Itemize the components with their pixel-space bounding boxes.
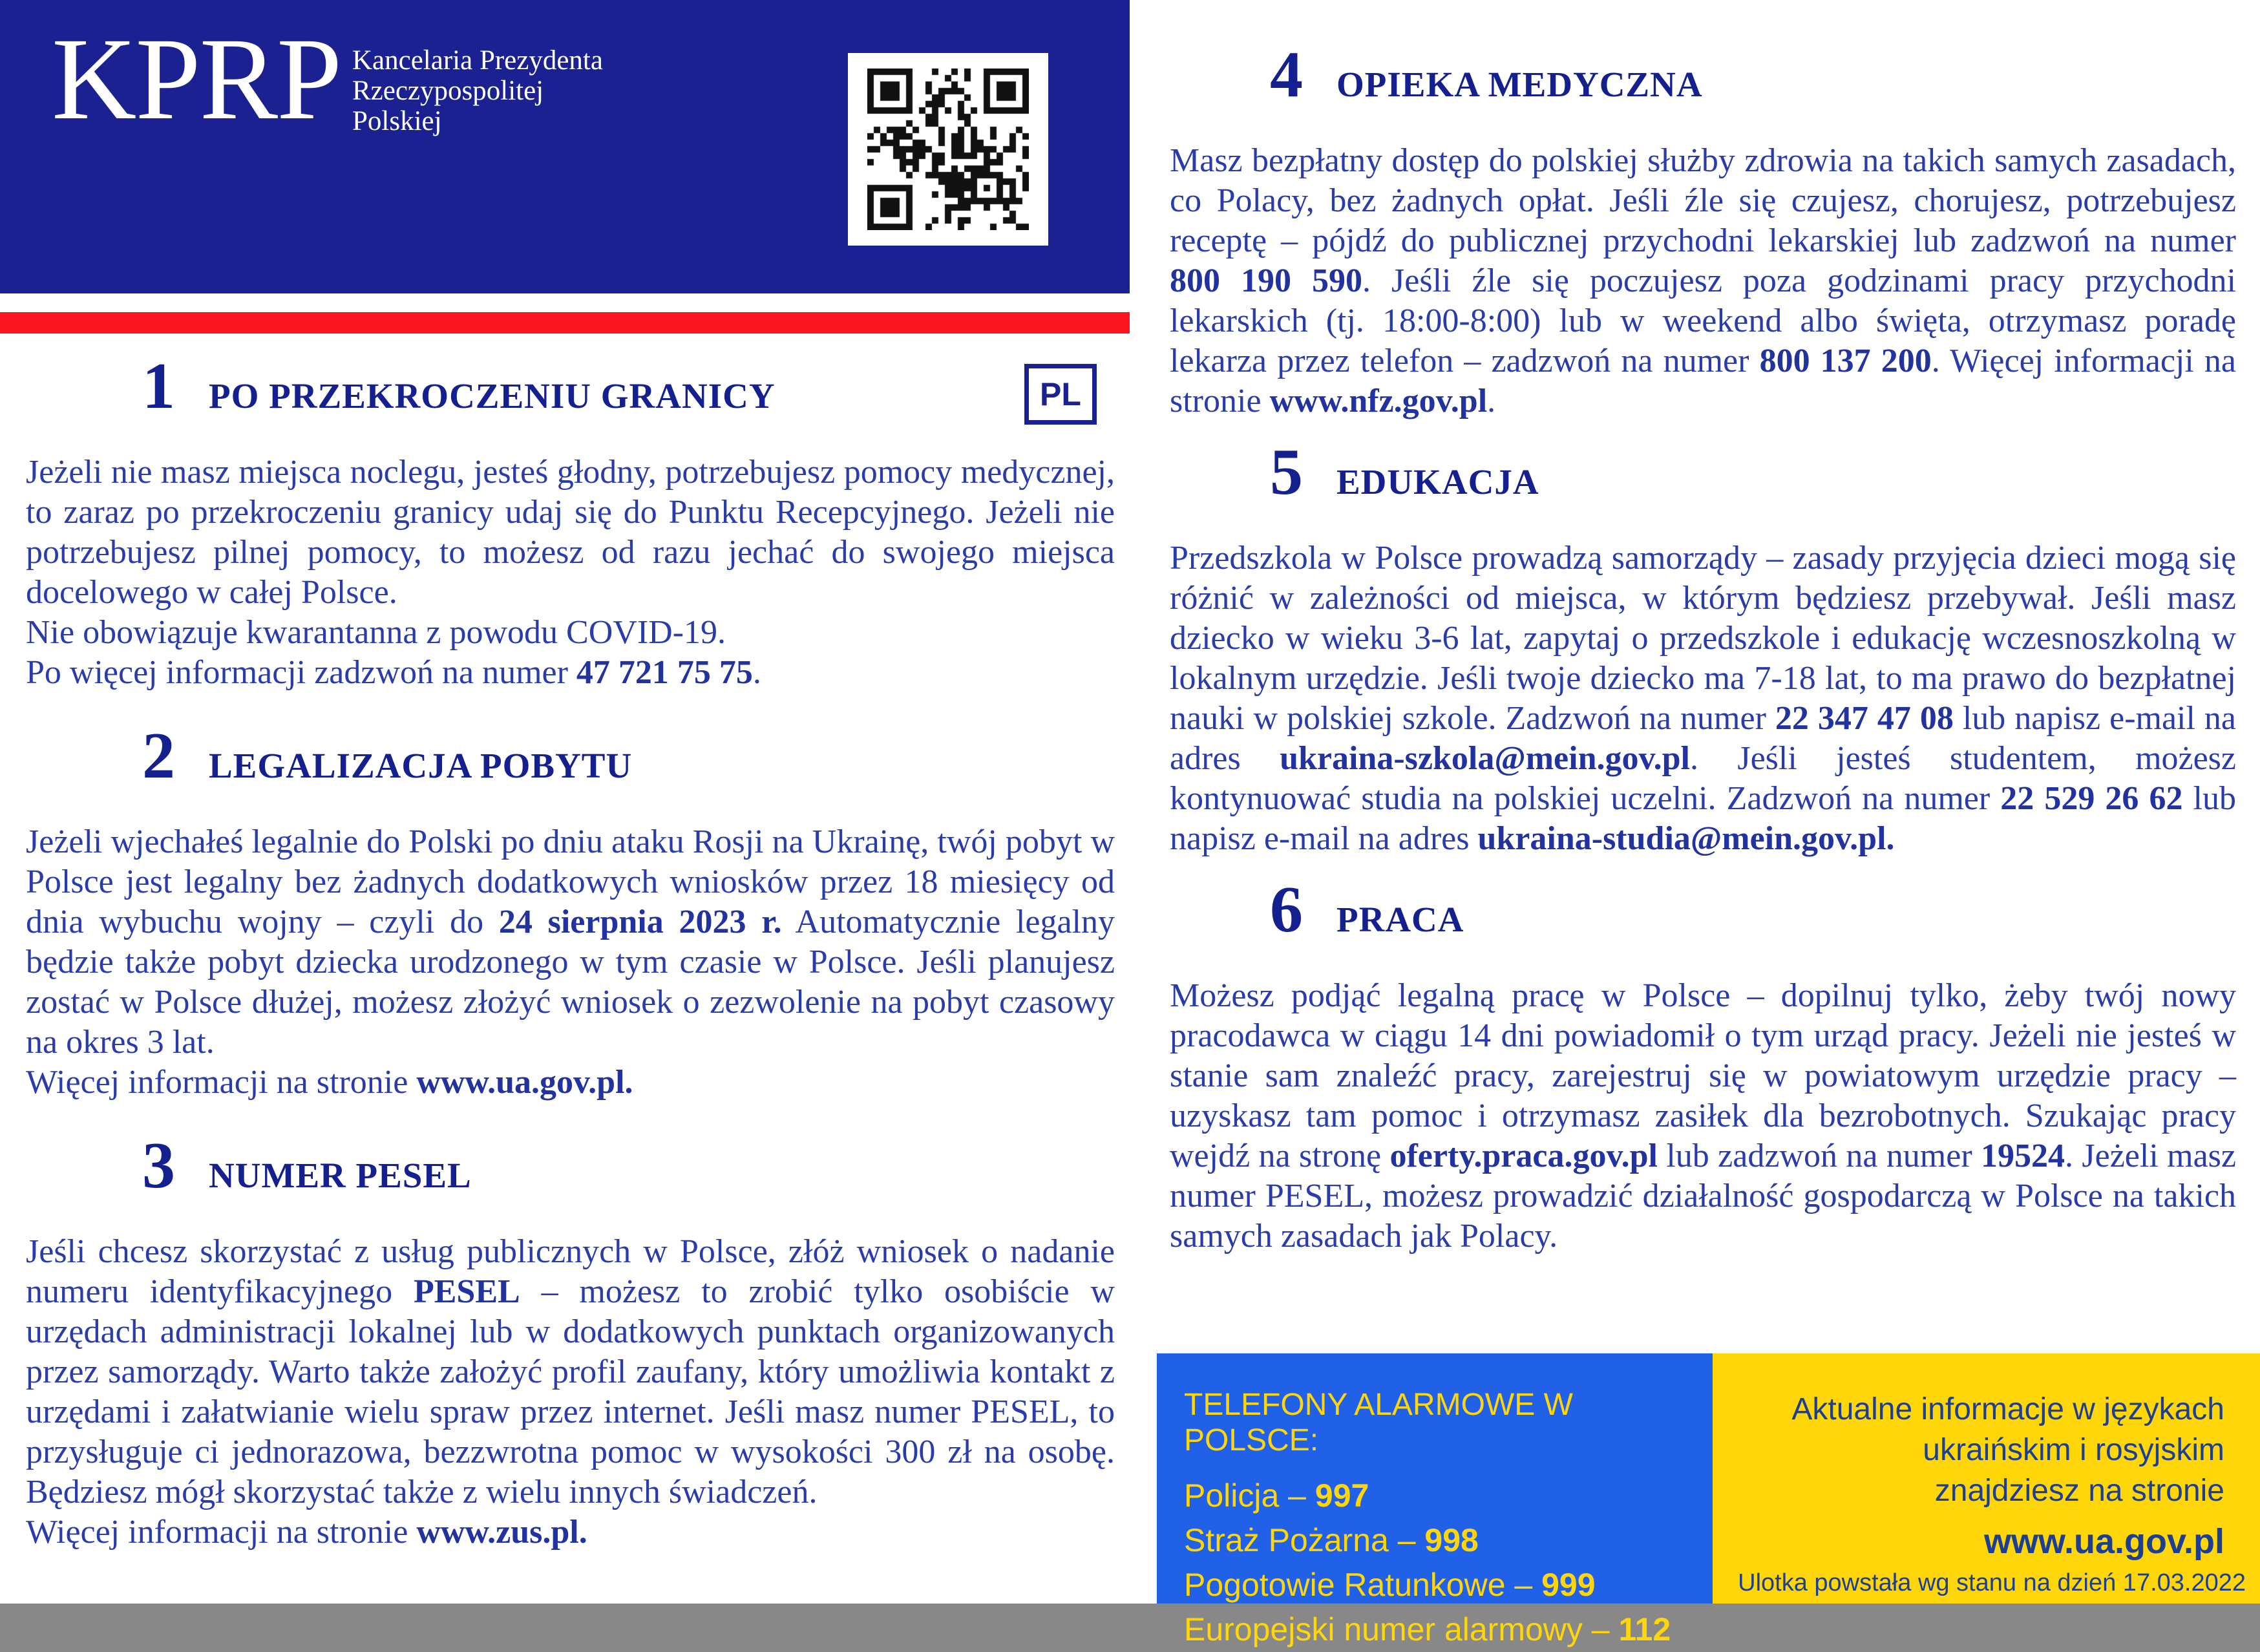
- paragraph: [26, 452, 1115, 613]
- section-number: 2: [142, 719, 175, 792]
- section-4: [1170, 38, 2237, 421]
- text-segment: Więcej informacji na stronie: [26, 1514, 417, 1551]
- section-body: [1170, 976, 2236, 1256]
- section-3: [26, 1129, 1115, 1552]
- bold-text-segment: 24 sierpnia 2023 r.: [498, 904, 782, 940]
- footnote: Ulotka powstała wg stanu na dzień 17.03.2022: [1738, 1569, 2246, 1596]
- text-segment: Jeśli chcesz skorzystać z usług publicznych w Polsce, złóż wniosek o nadanie numeru identyfikacyjnego: [26, 1233, 1115, 1310]
- section-number: 1: [142, 350, 175, 423]
- section-1: [26, 352, 1115, 693]
- bold-text-segment: 800 137 200: [1759, 343, 1932, 379]
- section-heading: [1170, 38, 2236, 111]
- section-heading: [1170, 873, 2236, 946]
- text-segment: Automatycznie legalny będzie także pobyt dziecka urodzonego w tym czasie w Polsce. Jeśli planujesz zostać w Polsce dłużej, możesz złożyć wniosek o zezwolenie na pobyt czasowy na okres 3 lat.: [26, 904, 1115, 1061]
- text-segment: Jeżeli wjechałeś legalnie do Polski po dniu ataku Rosji na Ukrainę, twój pobyt w Polsce jest legalny bez żadnych dodatkowych wniosków przez 18 miesięcy od dnia wybuchu wojny – czyli do: [26, 823, 1115, 940]
- section-title: PRACA: [1336, 900, 1464, 939]
- info-line: ukraińskim i rosyjskim: [1923, 1433, 2224, 1467]
- text-segment: Przedszkola w Polsce prowadzą samorządy – zasady przyjęcia dzieci mogą się różnić w zależności od miejsca, w którym będziesz przebywał. Jeśli masz dziecko w wieku 3-6 lat, zapytaj o przedszkole i edukację wczesnoszkolną w lokalnym urzędzie. Jeśli twoje dziecko ma 7-18 lat, to ma prawo do bezpłatnej nauki w polskiej szkole. Zadzwoń na numer: [1170, 540, 2236, 737]
- text-segment: Pogotowie Ratunkowe –: [1184, 1567, 1542, 1603]
- section-2: [26, 719, 1115, 1103]
- bold-text-segment: 22 347 47 08: [1775, 700, 1954, 737]
- org-name-line: Kancelaria Prezydenta: [352, 45, 603, 76]
- section-body: [1170, 538, 2236, 859]
- emergency-item: [1184, 1474, 1713, 1518]
- bold-text-segment: 800 190 590: [1170, 262, 1363, 299]
- text-segment: . Więcej informacji na stronie: [1170, 343, 2237, 419]
- bold-text-segment: 999: [1541, 1567, 1596, 1603]
- section-title: PO PRZEKROCZENIU GRANICY: [209, 376, 776, 416]
- bold-text-segment: www.ua.gov.pl.: [416, 1064, 633, 1101]
- text-segment: Możesz podjąć legalną pracę w Polsce – dopilnuj tylko, żeby twój nowy pracodawca w ciągu 14 dni powiadomił o tym urząd pracy. Jeżeli nie jesteś w stanie sam znaleźć pracy, zarejestruj się w powiatowym urzędzie pracy – uzyskasz tam pomoc i otrzymasz zasiłek dla bezrobotnych. Szukając pracy wejdź na stronę: [1170, 977, 2236, 1174]
- section-6: [1170, 873, 2236, 1256]
- paragraph: [1170, 976, 2236, 1256]
- section-heading: [1170, 436, 2236, 509]
- text-segment: . Jeżeli masz numer PESEL, możesz prowadzić działalność gospodarczą w Polsce na takich samych zasadach jak Polacy.: [1170, 1138, 2236, 1255]
- section-body: [1170, 141, 2236, 421]
- bold-text-segment: ukraina-szkola@mein.gov.pl: [1280, 740, 1690, 777]
- paragraph: [26, 1512, 1115, 1552]
- text-segment: Europejski numer alarmowy –: [1184, 1611, 1619, 1647]
- emergency-title: TELEFONY ALARMOWE W POLSCE:: [1184, 1388, 1573, 1457]
- bold-text-segment: 19524: [1981, 1138, 2065, 1174]
- paragraph: [26, 1232, 1115, 1512]
- text-segment: Nie obowiązuje kwarantanna z powodu COVID-19.: [26, 614, 726, 651]
- section-number: 3: [142, 1129, 175, 1202]
- text-segment: .: [1487, 383, 1496, 419]
- bold-text-segment: www.zus.pl.: [416, 1514, 587, 1551]
- text-segment: Więcej informacji na stronie: [26, 1064, 417, 1101]
- bold-text-segment: 998: [1424, 1522, 1479, 1558]
- section-5: [1170, 438, 2236, 859]
- info-box: [1713, 1353, 2260, 1604]
- text-segment: Jeżeli nie masz miejsca noclegu, jesteś głodny, potrzebujesz pomocy medycznej, to zaraz po przekroczeniu granicy udaj się do Punktu Recepcyjnego. Jeżeli nie potrzebujesz pilnej pomocy, to możesz od razu jechać do swojego miejsca docelowego w całej Polsce.: [26, 454, 1115, 611]
- emergency-item: [1184, 1607, 1713, 1652]
- section-title: EDUKACJA: [1336, 462, 1539, 502]
- text-segment: . Jeśli źle się poczujesz poza godzinami pracy przychodni lekarskich (tj. 18:00-8:00) lub w weekend albo święta, otrzymasz poradę lekarza przez telefon – zadzwoń na numer: [1170, 262, 2237, 379]
- section-heading: [26, 350, 1115, 423]
- section-title: LEGALIZACJA POBYTU: [209, 746, 633, 785]
- info-lines: [1713, 1389, 2224, 1511]
- section-body: [26, 1232, 1115, 1552]
- paragraph: [26, 822, 1115, 1063]
- text-segment: lub napisz e-mail na adres: [1170, 700, 2236, 777]
- text-segment: Po więcej informacji zadzwoń na numer: [26, 654, 576, 691]
- org-name-line: Polskiej: [352, 106, 442, 136]
- section-title: NUMER PESEL: [209, 1156, 472, 1195]
- paragraph: [26, 1063, 1115, 1103]
- paragraph: [1170, 141, 2236, 421]
- info-line: Aktualne informacje w językach: [1791, 1392, 2224, 1426]
- bold-text-segment: 22 529 26 62: [2000, 780, 2183, 817]
- info-line: znajdziesz na stronie: [1934, 1474, 2224, 1508]
- emergency-item: [1184, 1518, 1713, 1563]
- emergency-item: [1184, 1563, 1713, 1607]
- text-segment: . Jeśli jesteś studentem, możesz kontynuować studia na polskiej uczelni. Zadzwoń na numer: [1170, 740, 2236, 817]
- section-number: 4: [1270, 38, 1303, 111]
- section-body: [26, 822, 1115, 1103]
- text-segment: lub napisz e-mail na adres: [1170, 780, 2237, 857]
- section-heading: [26, 1129, 1115, 1202]
- emergency-list: [1184, 1474, 1713, 1652]
- bold-text-segment: PESEL: [413, 1273, 520, 1310]
- kprp-logo: KPRP: [52, 14, 341, 144]
- section-body: [26, 452, 1115, 693]
- text-segment: lub zadzwoń na numer: [1657, 1138, 1981, 1174]
- left-column: [26, 0, 1115, 1552]
- bold-text-segment: 47 721 75 75: [576, 654, 753, 691]
- bold-text-segment: www.nfz.gov.pl: [1269, 383, 1488, 419]
- text-segment: .: [752, 654, 761, 691]
- text-segment: Straż Pożarna –: [1184, 1522, 1425, 1558]
- paragraph: [26, 653, 1115, 693]
- text-segment: – możesz to zrobić tylko osobiście w urzędach administracji lokalnej lub w dodatkowych punktach organizowanych przez samorządy. Warto także założyć profil zaufany, który umożliwia kontakt z urzędami i załatwianie wielu spraw przez internet. Jeśli masz numer PESEL, to przysługuje ci jednorazowa, bezzwrotna pomoc w wysokości 300 zł na osobę. Będziesz mógł skorzystać także z wielu innych świadczeń.: [26, 1273, 1115, 1510]
- section-number: 5: [1270, 436, 1303, 509]
- section-title: OPIEKA MEDYCZNA: [1336, 65, 1703, 104]
- language-badge-label: PL: [1040, 376, 1081, 412]
- paragraph: [26, 613, 1115, 653]
- right-column: [1170, 0, 2236, 1256]
- section-number: 6: [1270, 873, 1303, 946]
- bold-text-segment: 997: [1315, 1477, 1369, 1514]
- bold-text-segment: 112: [1618, 1611, 1671, 1647]
- org-name-line: Rzeczypospolitej: [352, 76, 544, 106]
- bold-text-segment: oferty.praca.gov.pl: [1389, 1138, 1658, 1174]
- section-heading: [26, 719, 1115, 792]
- paragraph: [1170, 538, 2236, 859]
- text-segment: Masz bezpłatny dostęp do polskiej służby zdrowia na takich samych zasadach, co Polacy, bez żadnych opłat. Jeśli źle się czujesz, chorujesz, potrzebujesz receptę – pójdź do publicznej przychodni lekarskiej lub zadzwoń na numer: [1170, 142, 2236, 259]
- bold-text-segment: ukraina-studia@mein.gov.pl.: [1477, 820, 1895, 857]
- emergency-box: [1157, 1353, 1713, 1647]
- info-url: www.ua.gov.pl: [1983, 1522, 2224, 1561]
- text-segment: Policja –: [1184, 1477, 1315, 1514]
